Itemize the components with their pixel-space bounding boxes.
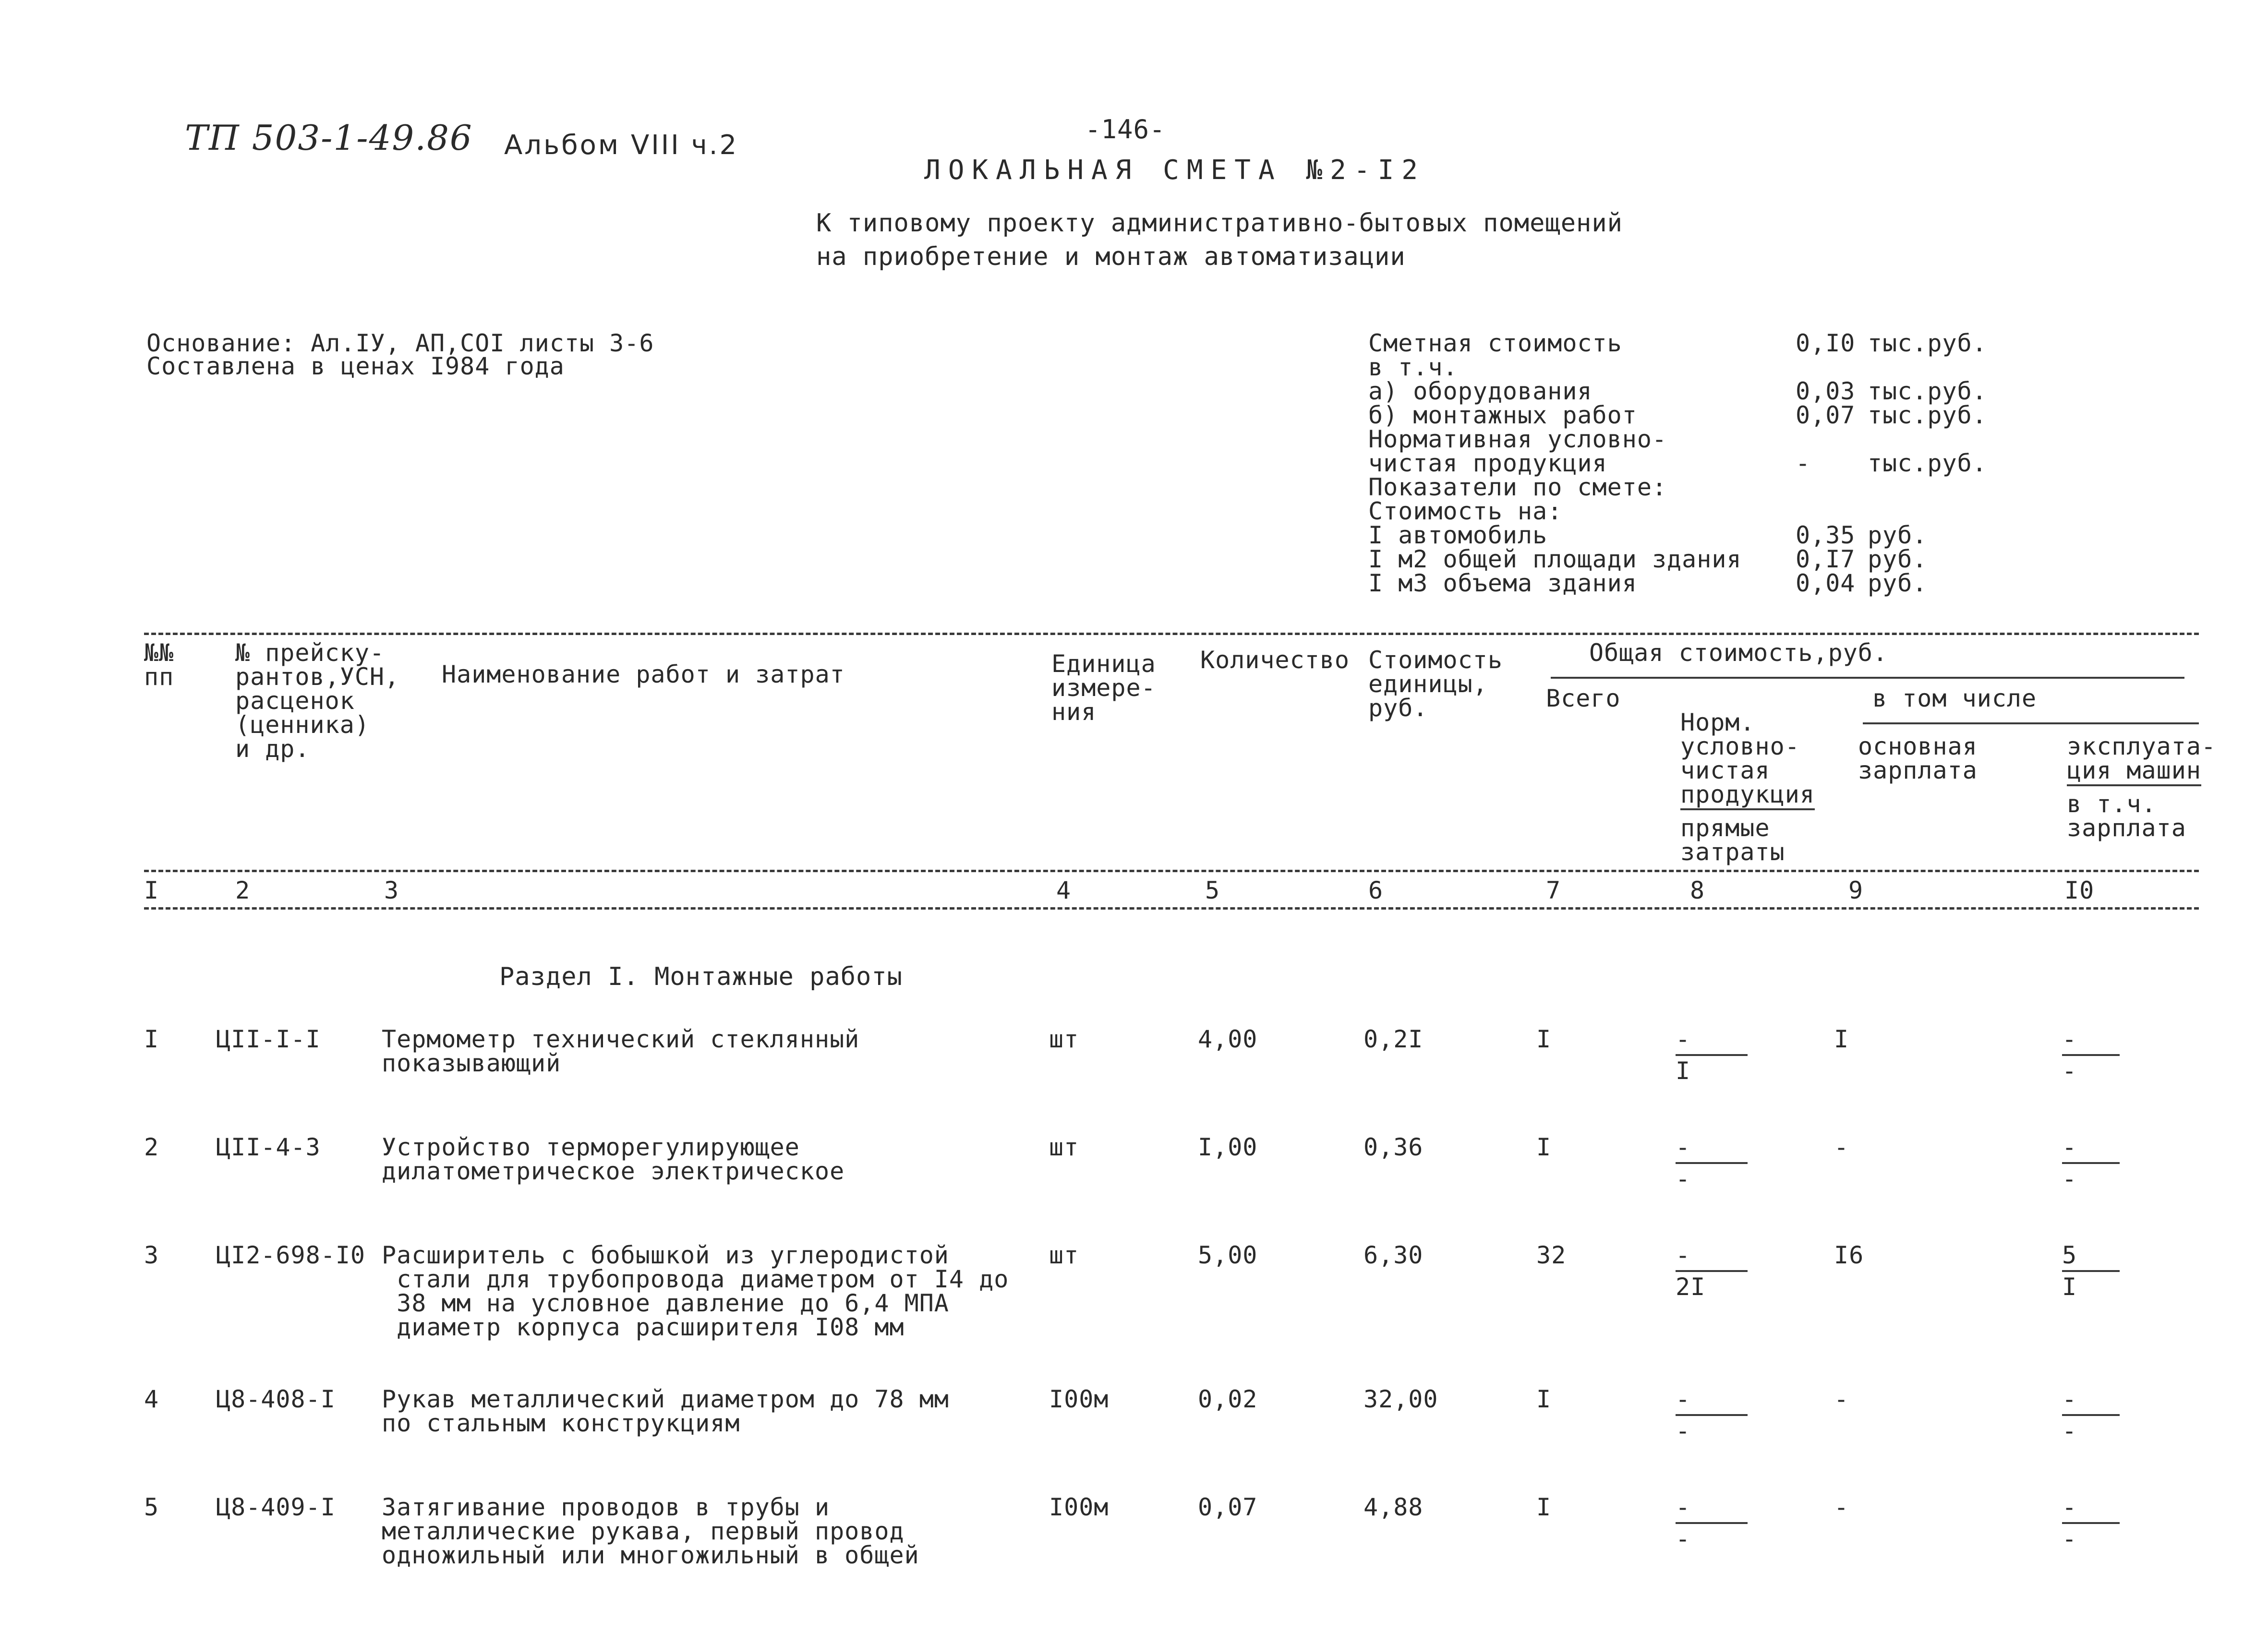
- row-number: 4: [144, 1385, 159, 1413]
- row-machine-operation: 5: [2062, 1243, 2120, 1272]
- col-header-unit: Единица измере- ния: [1051, 650, 1156, 726]
- row-norm-product-fraction: [1676, 1135, 1748, 1191]
- row-machine-operation: -: [2062, 1135, 2120, 1164]
- row-unit-price: 0,2I: [1363, 1025, 1424, 1053]
- row-base-salary: -: [1834, 1493, 1849, 1521]
- row-total: I: [1536, 1385, 1552, 1413]
- summary-value: 0,03: [1796, 377, 1856, 405]
- col-number-10: I0: [2064, 876, 2095, 904]
- basis-line2: Составлена в ценах I984 года: [146, 352, 565, 380]
- row-quantity: 4,00: [1198, 1025, 1258, 1053]
- row-machine-operation: -: [2062, 1027, 2120, 1056]
- incl-salary: в т.ч. зарплата: [2067, 790, 2186, 842]
- row-unit: шт: [1049, 1241, 1079, 1269]
- summary-label: I м3 объема здания: [1368, 569, 1637, 597]
- row-direct-costs: -: [1676, 1165, 1691, 1193]
- summary-unit: руб.: [1868, 545, 1928, 573]
- col-number-4: 4: [1056, 876, 1072, 904]
- row-norm-product: -: [1676, 1495, 1748, 1524]
- row-base-salary: I6: [1834, 1241, 1864, 1269]
- row-number: 2: [144, 1133, 159, 1161]
- summary-label: б) монтажных работ: [1368, 401, 1637, 429]
- col-number-5: 5: [1205, 876, 1220, 904]
- summary-label: I м2 общей площади здания: [1368, 545, 1742, 573]
- incl-group: в том числе: [1872, 684, 2037, 712]
- row-machine-fraction: [2062, 1495, 2120, 1551]
- col-header-quantity: Количество: [1200, 646, 1350, 674]
- col-header-machine-operation: [2067, 734, 2216, 840]
- col-header-norm-product: [1680, 710, 1815, 864]
- row-unit-price: 6,30: [1363, 1241, 1424, 1269]
- row-code: ЦII-I-I: [216, 1025, 321, 1053]
- col-header-total: Всего: [1546, 684, 1621, 712]
- row-unit-price: 0,36: [1363, 1133, 1424, 1161]
- row-name: Затягивание проводов в трубы и металлические рукава, первый провод одножильный или многожильный в общей: [382, 1493, 919, 1569]
- row-total: 32: [1536, 1241, 1567, 1269]
- row-machine-fraction: [2062, 1135, 2120, 1191]
- row-name: Рукав металлический диаметром до 78 мм по стальным конструкциям: [382, 1385, 949, 1437]
- summary-value: 0,35: [1796, 521, 1856, 549]
- row-machine-salary: I: [2062, 1273, 2077, 1301]
- col-number-9: 9: [1848, 876, 1864, 904]
- row-number: 5: [144, 1493, 159, 1521]
- summary-value: 0,I0: [1796, 329, 1856, 357]
- row-norm-product: -: [1676, 1243, 1748, 1272]
- row-code: ЦI2-698-I0: [216, 1241, 366, 1269]
- col-header-price-list: № прейску- рантов,УСН, расценок (ценника) и др.: [235, 639, 400, 763]
- summary-unit: тыс.руб.: [1868, 377, 1987, 405]
- header-bottom-rule: [144, 870, 2199, 872]
- basis-line1: Основание: Ал.IУ, АП,СОI листы 3-6: [146, 329, 654, 357]
- row-norm-product: -: [1676, 1135, 1748, 1164]
- col-header-name: Наименование работ и затрат: [442, 660, 845, 688]
- col-header-base-salary: основная зарплата: [1858, 732, 1978, 784]
- summary-unit: руб.: [1868, 569, 1928, 597]
- row-base-salary: I: [1834, 1025, 1849, 1053]
- summary-value: -: [1796, 449, 1811, 477]
- row-quantity: 0,07: [1198, 1493, 1258, 1521]
- summary-label: Нормативная условно-: [1368, 425, 1667, 453]
- summary-value: 0,04: [1796, 569, 1856, 597]
- row-number: 3: [144, 1241, 159, 1269]
- row-unit: шт: [1049, 1025, 1079, 1053]
- summary-label: I автомобиль: [1368, 521, 1548, 549]
- col-number-3: 3: [384, 876, 399, 904]
- summary-label: а) оборудования: [1368, 377, 1592, 405]
- row-machine-salary: -: [2062, 1165, 2077, 1193]
- row-machine-fraction: [2062, 1387, 2120, 1443]
- summary-label: Сметная стоимость: [1368, 329, 1622, 357]
- col-number-2: 2: [235, 876, 251, 904]
- summary-value: 0,I7: [1796, 545, 1856, 573]
- header-top-rule: [144, 633, 2199, 635]
- direct-costs: прямые затраты: [1680, 814, 1785, 866]
- total-group-rule: [1551, 677, 2184, 679]
- row-machine-operation: -: [2062, 1495, 2120, 1524]
- row-base-salary: -: [1834, 1385, 1849, 1413]
- row-norm-product: -: [1676, 1387, 1748, 1416]
- summary-unit: руб.: [1868, 521, 1928, 549]
- subtitle-line1: К типовому проекту административно-бытовых помещений: [816, 209, 1623, 238]
- col-number-6: 6: [1368, 876, 1384, 904]
- document-title: ЛОКАЛЬНАЯ СМЕТА №2-I2: [924, 155, 1426, 186]
- row-machine-salary: -: [2062, 1057, 2077, 1085]
- summary-value: 0,07: [1796, 401, 1856, 429]
- project-code: ТП 503-1-49.86: [185, 118, 473, 158]
- row-base-salary: -: [1834, 1133, 1849, 1161]
- incl-group-rule: [1863, 722, 2199, 724]
- section-heading: Раздел I. Монтажные работы: [499, 962, 903, 991]
- col-number-8: 8: [1690, 876, 1705, 904]
- row-machine-fraction: [2062, 1243, 2120, 1299]
- row-machine-operation: -: [2062, 1387, 2120, 1416]
- row-norm-product-fraction: [1676, 1243, 1748, 1299]
- row-quantity: I,00: [1198, 1133, 1258, 1161]
- summary-label: чистая продукция: [1368, 449, 1607, 477]
- row-norm-product-fraction: [1676, 1387, 1748, 1443]
- row-direct-costs: -: [1676, 1525, 1691, 1553]
- row-total: I: [1536, 1025, 1552, 1053]
- row-unit-price: 32,00: [1363, 1385, 1438, 1413]
- machine-operation-line1: эксплуата-: [2067, 732, 2217, 760]
- row-direct-costs: I: [1676, 1057, 1691, 1085]
- row-unit: шт: [1049, 1133, 1079, 1161]
- row-norm-product-fraction: [1676, 1027, 1748, 1083]
- col-header-unit-cost: Стоимость единицы, руб.: [1368, 646, 1503, 722]
- row-number: I: [144, 1025, 159, 1053]
- subtitle-line2: на приобретение и монтаж автоматизации: [816, 242, 1406, 271]
- row-direct-costs: 2I: [1676, 1273, 1706, 1301]
- summary-unit: тыс.руб.: [1868, 401, 1987, 429]
- page-number: -146-: [1085, 114, 1166, 144]
- summary-label: Стоимость на:: [1368, 497, 1563, 525]
- row-machine-fraction: [2062, 1027, 2120, 1083]
- norm-product-line1: чистая: [1680, 756, 1770, 784]
- total-cost-group: Общая стоимость,руб.: [1589, 639, 1888, 667]
- row-unit-price: 4,88: [1363, 1493, 1424, 1521]
- row-norm-product: -: [1676, 1027, 1748, 1056]
- summary-label: Показатели по смете:: [1368, 473, 1667, 501]
- col-number-1: I: [144, 876, 159, 904]
- row-quantity: 0,02: [1198, 1385, 1258, 1413]
- row-name: Термометр технический стеклянный показывающий: [382, 1025, 860, 1077]
- row-unit: I00м: [1049, 1493, 1109, 1521]
- row-name: Устройство терморегулирующее дилатометрическое электрическое: [382, 1133, 845, 1185]
- album-label: Альбом VIII ч.2: [504, 130, 739, 161]
- row-total: I: [1536, 1133, 1552, 1161]
- col-number-7: 7: [1546, 876, 1561, 904]
- norm-product-line2: продукция: [1680, 780, 1815, 810]
- row-code: ЦII-4-3: [216, 1133, 321, 1161]
- col-header-no: №№ пп: [144, 639, 174, 691]
- machine-operation-line2: ция машин: [2067, 756, 2201, 786]
- row-code: Ц8-409-I: [216, 1493, 336, 1521]
- summary-label: в т.ч.: [1368, 353, 1458, 381]
- row-quantity: 5,00: [1198, 1241, 1258, 1269]
- row-code: Ц8-408-I: [216, 1385, 336, 1413]
- numbers-rule: [144, 907, 2199, 910]
- row-norm-product-fraction: [1676, 1495, 1748, 1551]
- summary-unit: тыс.руб.: [1868, 329, 1987, 357]
- row-name: Расширитель с бобышкой из углеродистой стали для трубопровода диаметром от I4 до 38 мм на условное давление до 6,4 МПА диаметр корпуса расширителя I08 мм: [382, 1241, 1009, 1341]
- row-machine-salary: -: [2062, 1417, 2077, 1445]
- norm-product-top: Норм. условно-: [1680, 708, 1800, 760]
- row-direct-costs: -: [1676, 1417, 1691, 1445]
- row-unit: I00м: [1049, 1385, 1109, 1413]
- row-total: I: [1536, 1493, 1552, 1521]
- summary-unit: тыс.руб.: [1868, 449, 1987, 477]
- row-machine-salary: -: [2062, 1525, 2077, 1553]
